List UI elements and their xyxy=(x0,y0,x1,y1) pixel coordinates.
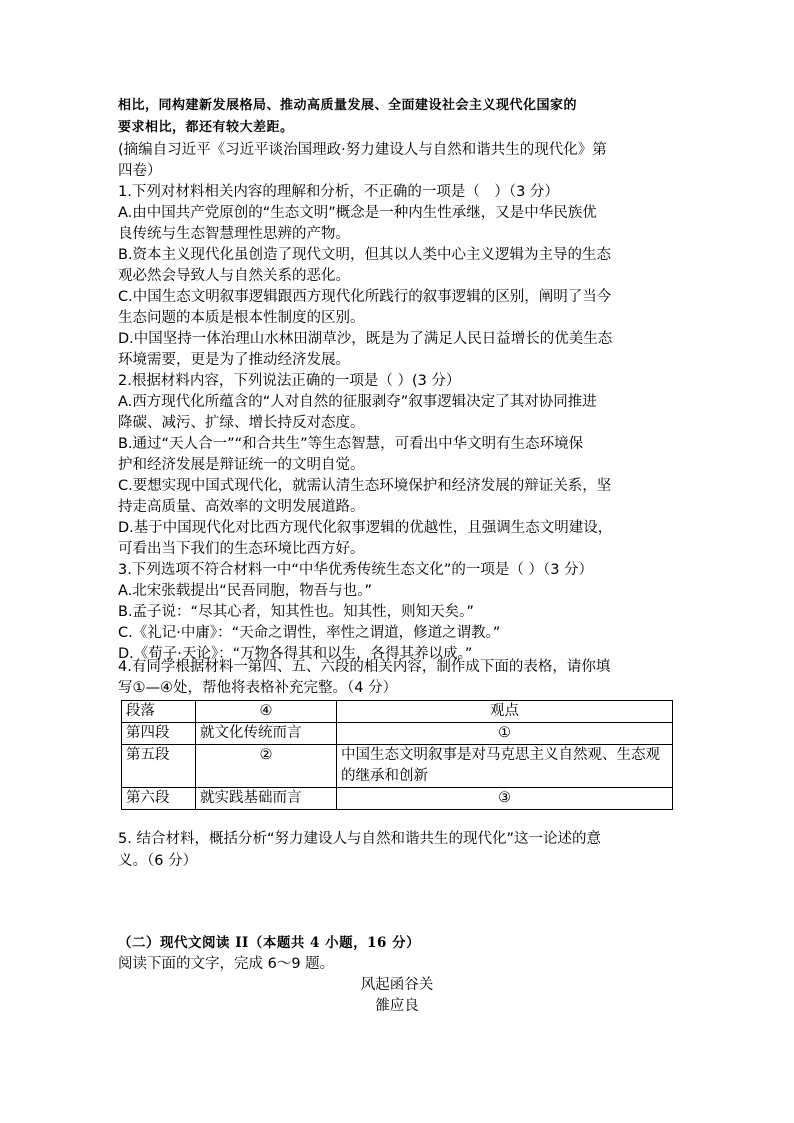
question-4: 4.有同学根据材料一第四、五、六段的相关内容，制作成下面的表格，请你填 xyxy=(118,659,611,675)
q3-option-a: A.北宋张载提出“民吾同胞，物吾与也。” xyxy=(118,583,373,599)
table-header-cell: 观点 xyxy=(337,701,673,723)
q2-option-a: A.西方现代化所蕴含的“人对自然的征服剥夺”叙事逻辑决定了其对协同推进 xyxy=(118,394,597,410)
q1-option-b: 观必然会导致人与自然关系的恶化。 xyxy=(118,268,350,284)
table-cell: 就文化传统而言 xyxy=(196,723,337,745)
q1-option-a: 良传统与生态智慧理性思辨的产物。 xyxy=(118,226,350,242)
table-cell: ① xyxy=(337,723,673,745)
table-row xyxy=(122,745,673,788)
table-cell: 第五段 xyxy=(122,745,196,788)
question-5: 5. 结合材料，概括分析“努力建设人与自然和谐共生的现代化”这一论述的意 xyxy=(118,831,601,847)
q1-option-d: 环境需要，更是为了推动经济发展。 xyxy=(118,352,350,368)
q2-option-c: C.要想实现中国式现代化，就需认清生态环境保护和经济发展的辩证关系，坚 xyxy=(118,478,612,494)
table-row xyxy=(122,723,673,745)
table-cell: 第六段 xyxy=(122,788,196,810)
table-cell: 就实践基础而言 xyxy=(196,788,337,810)
answer-table xyxy=(121,700,673,810)
table-cell: 第四段 xyxy=(122,723,196,745)
question-3: 3.下列选项不符合材料一中“中华优秀传统生态文化”的一项是（ ）（3 分） xyxy=(118,562,594,578)
question-5: 义。（6 分） xyxy=(118,853,198,869)
question-2: 2.根据材料内容，下列说法正确的一项是（ ）(3 分） xyxy=(118,373,461,389)
source-line: (摘编自习近平《习近平谈治国理政·努力建设人与自然和谐共生的现代化》第 xyxy=(118,142,607,158)
section-heading: （二）现代文阅读 II（本题共 4 小题，16 分） xyxy=(118,935,421,951)
article-author: 雒应良 xyxy=(375,998,419,1014)
intro-line: 要求相比，都还有较大差距。 xyxy=(118,120,294,135)
q3-option-d: D.《荀子·天论》：“万物各得其和以生，各得其养以成。” xyxy=(118,646,473,662)
q3-option-b: B.孟子说：“尽其心者，知其性也。知其性，则知天矣。” xyxy=(118,604,474,620)
q1-option-a: A.由中国共产党原创的“生态文明”概念是一种内生性承继，又是中华民族优 xyxy=(118,205,597,221)
q2-option-b: 护和经济发展是辩证统一的文明自觉。 xyxy=(118,457,365,473)
q1-option-d: D.中国坚持一体治理山水林田湖草沙，既是为了满足人民日益增长的优美生态 xyxy=(118,331,613,347)
table-header-row xyxy=(122,701,673,723)
intro-line: 相比，同构建新发展格局、推动高质量发展、全面建设社会主义现代化国家的 xyxy=(118,98,578,113)
q2-option-d: 可看出当下我们的生态环境比西方好。 xyxy=(118,541,365,557)
q2-option-d: D.基于中国现代化对比西方现代化叙事逻辑的优越性，且强调生态文明建设， xyxy=(118,520,613,536)
source-line: 四卷） xyxy=(118,163,162,179)
table-cell: 中国生态文明叙事是对马克思主义自然观、生态观的继承和创新 xyxy=(337,745,673,788)
q3-option-c: C.《礼记·中庸》：“天命之谓性，率性之谓道，修道之谓教。” xyxy=(118,625,501,641)
q2-option-a: 降碳、减污、扩绿、增长持反对态度。 xyxy=(118,415,365,431)
section-instruction: 阅读下面的文字，完成 6～9 题。 xyxy=(118,956,335,972)
table-cell: ③ xyxy=(337,788,673,810)
q1-option-c: 生态问题的本质是根本性制度的区别。 xyxy=(118,310,365,326)
q1-option-b: B.资本主义现代化虽创造了现代文明，但其以人类中心主义逻辑为主导的生态 xyxy=(118,247,612,263)
q2-option-c: 持走高质量、高效率的文明发展道路。 xyxy=(118,499,365,515)
question-1: 1.下列对材料相关内容的理解和分析，不正确的一项是（ ）（3 分） xyxy=(118,184,559,200)
q1-option-c: C.中国生态文明叙事逻辑跟西方现代化所践行的叙事逻辑的区别，阐明了当今 xyxy=(118,289,612,305)
table-cell: ② xyxy=(196,745,337,788)
table-header-cell: 段落 xyxy=(122,701,196,723)
table-row xyxy=(122,788,673,810)
question-4: 写①—④处，帮他将表格补充完整。（4 分） xyxy=(118,680,398,696)
table-header-cell: ④ xyxy=(196,701,337,723)
q2-option-b: B.通过“天人合一”“和合共生”等生态智慧，可看出中华文明有生态环境保 xyxy=(118,436,584,452)
article-title: 风起函谷关 xyxy=(360,977,434,993)
